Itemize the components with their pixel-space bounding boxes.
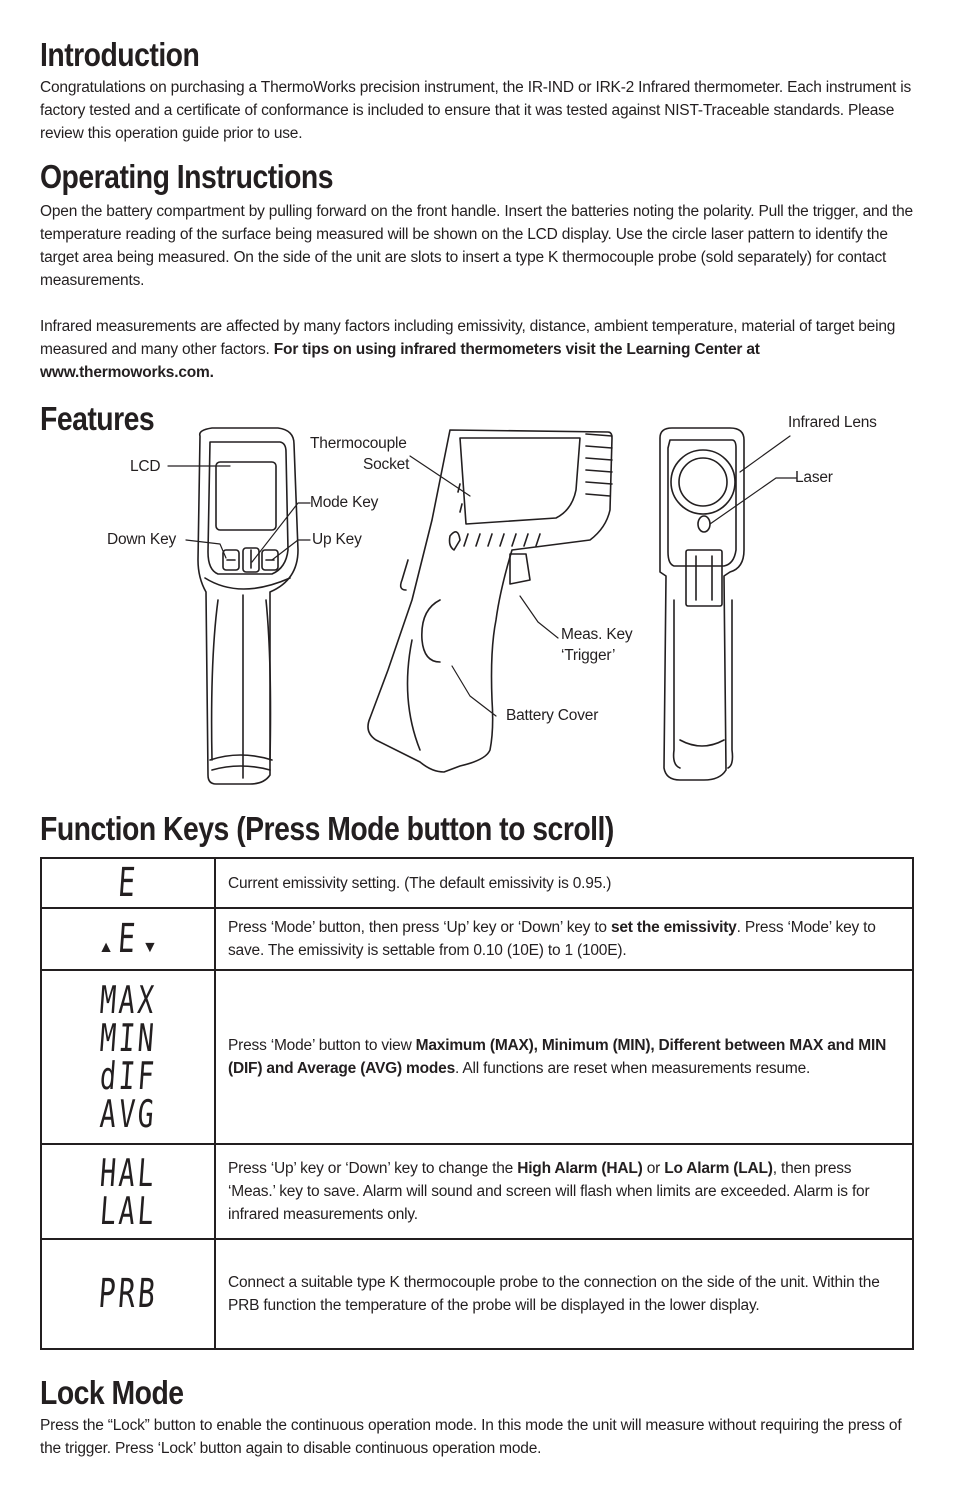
description-text: Press ‘Up’ key or ‘Down’ key to change the xyxy=(228,1160,518,1177)
down-arrow-icon: ▼ xyxy=(142,938,158,956)
callout-infrared-lens: Infrared Lens xyxy=(788,414,877,431)
function-key-row xyxy=(41,908,913,970)
callout-up-key: Up Key xyxy=(312,531,362,548)
operating-para-1: Open the battery compartment by pulling forward on the front handle. Insert the batteries noting the polarity. Pull the trigger, and the temperature reading of the surface being measured will be shown on the LCD display. Use the circle laser pattern to identify the target area being measured. On the side of the unit are slots to insert a type K thermocouple probe (sold separately) for contact measurements. xyxy=(40,203,913,289)
introduction-heading: Introduction xyxy=(40,36,200,73)
learning-center-tip: For tips on using infrared thermometers visit the Learning Center at www.thermoworks.com. xyxy=(40,341,760,381)
operating-instructions-heading: Operating Instructions xyxy=(40,158,333,195)
description-text: Current emissivity setting. (The default emissivity is 0.95.) xyxy=(228,874,612,892)
function-key-symbol-cell xyxy=(41,970,215,1144)
lcd-symbol: HAL xyxy=(98,1150,158,1195)
lcd-symbol: E xyxy=(116,916,140,962)
lcd-symbol: MIN xyxy=(98,1016,158,1060)
features-heading: Features xyxy=(40,400,155,437)
function-key-symbol-cell xyxy=(41,908,215,970)
callout-leader-lines xyxy=(168,436,796,716)
lcd-symbol: E xyxy=(116,860,140,906)
function-key-row xyxy=(41,1239,913,1349)
function-key-symbol-cell xyxy=(41,858,215,908)
features-diagram xyxy=(40,400,914,795)
thermometer-illustration xyxy=(40,400,914,795)
lcd-symbol: LAL xyxy=(98,1188,158,1233)
lock-mode-text: Press the “Lock” button to enable the continuous operation mode. In this mode the unit will measure without requiring the press of the trigger. Press ‘Lock’ button again to disable continuous operation mode. xyxy=(40,1417,902,1457)
callout-meas-key-line1: Meas. Key xyxy=(561,626,633,643)
up-arrow-icon: ▲ xyxy=(98,938,114,956)
function-key-symbol-cell xyxy=(41,1239,215,1349)
callout-down-key: Down Key xyxy=(107,531,177,548)
lock-mode-heading: Lock Mode xyxy=(40,1374,184,1411)
description-text: Press ‘Mode’ button to view xyxy=(228,1037,416,1054)
introduction-section xyxy=(40,36,914,145)
description-bold-text: High Alarm (HAL) xyxy=(517,1160,643,1177)
callout-thermocouple-line1: Thermocouple xyxy=(310,435,407,452)
function-key-row xyxy=(41,970,913,1144)
introduction-text: Congratulations on purchasing a ThermoWorks precision instrument, the IR-IND or IRK-2 Infrared thermometer. Each instrument is factory tested and a certificate of conformance is included to ensure that it was tested against NIST-Traceable standards. Please review this operation guide prior to use. xyxy=(40,79,912,142)
description-text: . Press ‘Mode’ key to save. The emissivity is settable from 0.10 (10E) to 1 (100E). xyxy=(228,919,876,959)
lcd-symbol: dIF xyxy=(98,1054,158,1098)
function-key-description xyxy=(215,908,913,970)
lock-mode-section xyxy=(40,1374,914,1460)
description-text: Press ‘Mode’ button, then press ‘Up’ key or ‘Down’ key to xyxy=(228,919,611,936)
function-key-description xyxy=(215,1239,913,1349)
operating-instructions-section xyxy=(40,158,914,384)
front-view-illustration xyxy=(198,428,298,784)
callout-battery-cover: Battery Cover xyxy=(506,707,599,724)
function-key-row xyxy=(41,1144,913,1239)
description-bold-text: Lo Alarm (LAL) xyxy=(664,1160,773,1177)
callout-thermocouple-line2: Socket xyxy=(363,456,410,473)
description-text: . All functions are reset when measurements resume. xyxy=(455,1060,811,1077)
function-keys-table xyxy=(40,857,914,1350)
lcd-symbol: MAX xyxy=(98,978,158,1022)
description-bold-text: Maximum (MAX), Minimum (MIN), Different between MAX and MIN (DIF) and Average (AVG) modes xyxy=(228,1037,887,1077)
operating-para-2 xyxy=(40,315,914,384)
lcd-symbol: AVG xyxy=(98,1092,158,1136)
function-key-description xyxy=(215,970,913,1144)
function-keys-heading: Function Keys (Press Mode button to scroll) xyxy=(40,810,614,847)
description-text: or xyxy=(642,1160,665,1177)
callout-meas-key-line2: ‘Trigger’ xyxy=(561,647,616,664)
lens-view-illustration xyxy=(660,428,744,780)
description-text: Connect a suitable type K thermocouple probe to the connection on the side of the unit. Within the PRB function the temperature of the probe will be displayed in the lower display. xyxy=(228,1274,880,1314)
description-text: , then press ‘Meas.’ key to save. Alarm will sound and screen will flash when limits are exceeded. Alarm is for infrared measurements only. xyxy=(228,1160,870,1223)
operating-para-2-text: Infrared measurements are affected by many factors including emissivity, distance, ambient temperature, material of target being measured and many other factors. xyxy=(40,318,896,358)
description-bold-text: set the emissivity xyxy=(610,919,737,936)
callout-laser: Laser xyxy=(795,469,833,486)
callout-lcd: LCD xyxy=(130,458,161,475)
function-key-row xyxy=(41,858,913,908)
function-key-symbol-cell xyxy=(41,1144,215,1239)
function-key-description xyxy=(215,1144,913,1239)
function-key-description xyxy=(215,858,913,908)
function-keys-section xyxy=(40,810,707,848)
callout-mode-key: Mode Key xyxy=(310,494,379,511)
lcd-symbol: PRB xyxy=(96,1271,160,1317)
